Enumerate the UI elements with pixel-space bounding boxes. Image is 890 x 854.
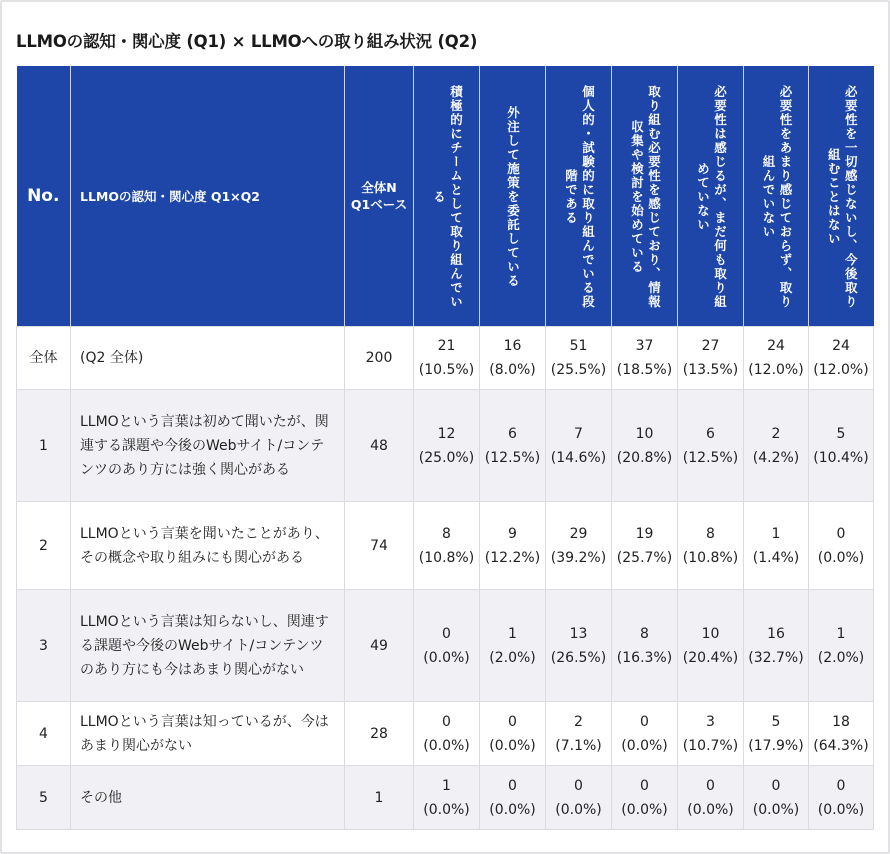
cell-pct: (17.9%): [748, 737, 804, 754]
cell-count: 0: [836, 525, 846, 542]
table-row-total: [17, 327, 874, 390]
cell-count: 16: [503, 338, 522, 354]
cell-pct: (25.0%): [418, 449, 475, 466]
header-q2-option-7-label: 必要性を一切感じないし、今後取り組むことはない: [826, 85, 859, 309]
cell-pct: (10.8%): [418, 549, 475, 566]
cell-count: 0: [640, 777, 649, 794]
header-total-n-line1: 全体N: [361, 180, 397, 195]
cell: [612, 390, 678, 502]
cell: [414, 327, 480, 390]
cell-count: 16: [767, 625, 785, 642]
cell-pct: (0.0%): [423, 801, 470, 818]
cell-count: 1: [771, 525, 781, 542]
cell-pct: (10.7%): [682, 737, 739, 754]
cell: [546, 502, 612, 590]
cell-count: 19: [635, 525, 654, 542]
row-label: LLMOという言葉は知らないし、関連する課題や今後のWebサイト/コンテンツのあり方にも今はあまり関心がない: [71, 590, 345, 702]
cell-pct: (18.5%): [616, 362, 673, 378]
row-n: 1: [345, 766, 414, 830]
cell-pct: (12.5%): [484, 449, 541, 466]
cell-pct: (10.8%): [682, 549, 739, 566]
cell: [744, 590, 809, 702]
page-title: LLMOの認知・関心度 (Q1) × LLMOへの取り組み状況 (Q2): [16, 32, 478, 51]
cell: [612, 766, 678, 830]
crosstab-table: [16, 66, 874, 830]
row-n: 49: [345, 590, 414, 702]
cell-pct: (1.4%): [752, 549, 800, 566]
row-label: (Q2 全体): [71, 327, 345, 390]
row-no: 1: [17, 390, 71, 502]
row-no: 4: [17, 702, 71, 766]
cell: [678, 702, 744, 766]
cell: [809, 502, 874, 590]
cell: [414, 702, 480, 766]
cell-count: 0: [640, 713, 649, 730]
cell: [678, 327, 744, 390]
table-row-2: [17, 502, 874, 590]
cell-pct: (0.0%): [817, 801, 865, 818]
header-q2-option-1-label: 積極的にチームとして取り組んでいる: [431, 85, 464, 309]
cell-count: 8: [706, 525, 715, 542]
row-label: LLMOという言葉は知っているが、今はあまり関心がない: [71, 702, 345, 766]
row-no: 3: [17, 590, 71, 702]
cell: [612, 702, 678, 766]
cell-count: 8: [442, 525, 451, 542]
cell-count: 1: [836, 625, 846, 642]
cell-count: 7: [574, 425, 583, 442]
cell: [546, 327, 612, 390]
row-n: 48: [345, 390, 414, 502]
row-n: 28: [345, 702, 414, 766]
cell-count: 5: [836, 425, 846, 442]
cell-pct: (20.4%): [682, 649, 739, 666]
cell-pct: (2.0%): [817, 649, 865, 666]
header-q2-option-2-label: 外注して施策を委託している: [505, 106, 521, 288]
cell-pct: (0.0%): [555, 801, 602, 818]
cell: [678, 390, 744, 502]
table-row-1: [17, 390, 874, 502]
cell: [809, 590, 874, 702]
cell-pct: (14.6%): [550, 449, 607, 466]
cell: [546, 390, 612, 502]
row-label: LLMOという言葉を聞いたことがあり、その概念や取り組みにも関心がある: [71, 502, 345, 590]
cell: [678, 590, 744, 702]
cell-pct: (25.5%): [550, 362, 607, 378]
cell-count: 27: [701, 338, 720, 354]
cell-pct: (12.2%): [484, 549, 541, 566]
cell-count: 21: [437, 338, 456, 354]
cell-count: 18: [832, 713, 850, 730]
header-q2-option-2: [480, 66, 546, 327]
header-q2-option-5-label: 必要性は感じるが、まだ何も取り組めていない: [695, 85, 728, 309]
cell: [414, 590, 480, 702]
header-q2-option-1: [414, 66, 480, 327]
cell-count: 0: [442, 625, 451, 642]
cell: [809, 327, 874, 390]
cell: [744, 502, 809, 590]
cell: [414, 502, 480, 590]
cell-count: 1: [508, 625, 517, 642]
cell-pct: (0.0%): [817, 549, 865, 566]
cell: [480, 702, 546, 766]
table-row-5: [17, 766, 874, 830]
cell-pct: (64.3%): [813, 737, 869, 754]
cell-pct: (12.0%): [813, 362, 869, 378]
cell-count: 1: [442, 777, 451, 794]
cell: [744, 766, 809, 830]
cell: [414, 390, 480, 502]
cell-pct: (2.0%): [489, 649, 536, 666]
header-q2-option-6: [744, 66, 809, 327]
cell-pct: (0.0%): [621, 737, 668, 754]
cell: [612, 502, 678, 590]
row-label: LLMOという言葉は初めて聞いたが、関連する課題や今後のWebサイト/コンテンツのあり方には強く関心がある: [71, 390, 345, 502]
cell: [744, 327, 809, 390]
cell-count: 12: [437, 425, 456, 442]
cell-count: 29: [569, 525, 588, 542]
cell-pct: (0.0%): [687, 801, 734, 818]
cell: [678, 766, 744, 830]
row-label: その他: [71, 766, 345, 830]
cell-count: 0: [508, 713, 517, 730]
cell: [809, 766, 874, 830]
header-q1-label: LLMOの認知・関心度 Q1×Q2: [71, 66, 345, 327]
header-q2-option-3: [546, 66, 612, 327]
cell-count: 2: [771, 425, 781, 442]
cell-count: 0: [508, 777, 517, 794]
cell-pct: (26.5%): [550, 649, 607, 666]
cell-pct: (0.0%): [423, 649, 470, 666]
cell-count: 8: [640, 625, 649, 642]
cell-pct: (0.0%): [489, 737, 536, 754]
cell: [480, 327, 546, 390]
cell: [414, 766, 480, 830]
cell-count: 2: [574, 713, 583, 730]
cell: [678, 502, 744, 590]
cell: [809, 702, 874, 766]
cell-count: 10: [635, 425, 654, 442]
cell: [480, 766, 546, 830]
cell: [480, 390, 546, 502]
cell-count: 0: [442, 713, 451, 730]
cell-count: 0: [771, 777, 781, 794]
row-no: 2: [17, 502, 71, 590]
cell-count: 6: [508, 425, 517, 442]
header-q2-option-3-label: 個人的・試験的に取り組んでいる段階である: [563, 85, 596, 309]
cell-pct: (10.5%): [418, 362, 475, 378]
header-q2-option-4: [612, 66, 678, 327]
cell: [612, 590, 678, 702]
header-q2-option-5: [678, 66, 744, 327]
cell-count: 51: [569, 338, 588, 354]
cell-pct: (12.0%): [748, 362, 804, 378]
header-q2-option-7: [809, 66, 874, 327]
cell: [546, 702, 612, 766]
cell-count: 24: [832, 338, 850, 354]
cell: [546, 766, 612, 830]
cell-count: 0: [836, 777, 846, 794]
cell-pct: (10.4%): [813, 449, 869, 466]
header-total-n: [345, 66, 414, 327]
cell-count: 0: [574, 777, 583, 794]
cell: [546, 590, 612, 702]
cell-count: 37: [635, 338, 654, 354]
cell-count: 6: [706, 425, 715, 442]
header-total-n-line2: Q1ベース: [350, 197, 408, 212]
cell-pct: (32.7%): [748, 649, 804, 666]
table-row-4: [17, 702, 874, 766]
cell: [809, 390, 874, 502]
row-n: 74: [345, 502, 414, 590]
row-no: 全体: [17, 327, 71, 390]
cell-count: 9: [508, 525, 517, 542]
cell: [480, 590, 546, 702]
cell-count: 5: [771, 713, 781, 730]
cell-pct: (39.2%): [550, 549, 607, 566]
header-q2-option-4-label: 取り組む必要性を感じており、情報収集や検討を始めている: [629, 85, 662, 309]
cell-pct: (0.0%): [621, 801, 668, 818]
cell-pct: (25.7%): [616, 549, 673, 566]
cell-pct: (16.3%): [616, 649, 673, 666]
cell-pct: (20.8%): [616, 449, 673, 466]
cell-pct: (8.0%): [489, 362, 536, 378]
header-q2-option-6-label: 必要性をあまり感じておらず、取り組んでいない: [761, 85, 793, 309]
cell-count: 24: [767, 338, 785, 354]
cell: [744, 390, 809, 502]
cell-pct: (7.1%): [555, 737, 602, 754]
cell: [744, 702, 809, 766]
header-row: [17, 66, 874, 327]
cell-pct: (0.0%): [489, 801, 536, 818]
cell-count: 3: [706, 713, 715, 730]
header-no: No.: [17, 66, 71, 327]
cell-pct: (13.5%): [682, 362, 739, 378]
cell: [480, 502, 546, 590]
cell-pct: (0.0%): [752, 801, 800, 818]
cell-pct: (0.0%): [423, 737, 470, 754]
cell: [612, 327, 678, 390]
cell-pct: (4.2%): [752, 449, 800, 466]
row-n: 200: [345, 327, 414, 390]
cell-count: 13: [569, 625, 588, 642]
row-no: 5: [17, 766, 71, 830]
table-row-3: [17, 590, 874, 702]
cell-pct: (12.5%): [682, 449, 739, 466]
cell-count: 10: [701, 625, 720, 642]
cell-count: 0: [706, 777, 715, 794]
